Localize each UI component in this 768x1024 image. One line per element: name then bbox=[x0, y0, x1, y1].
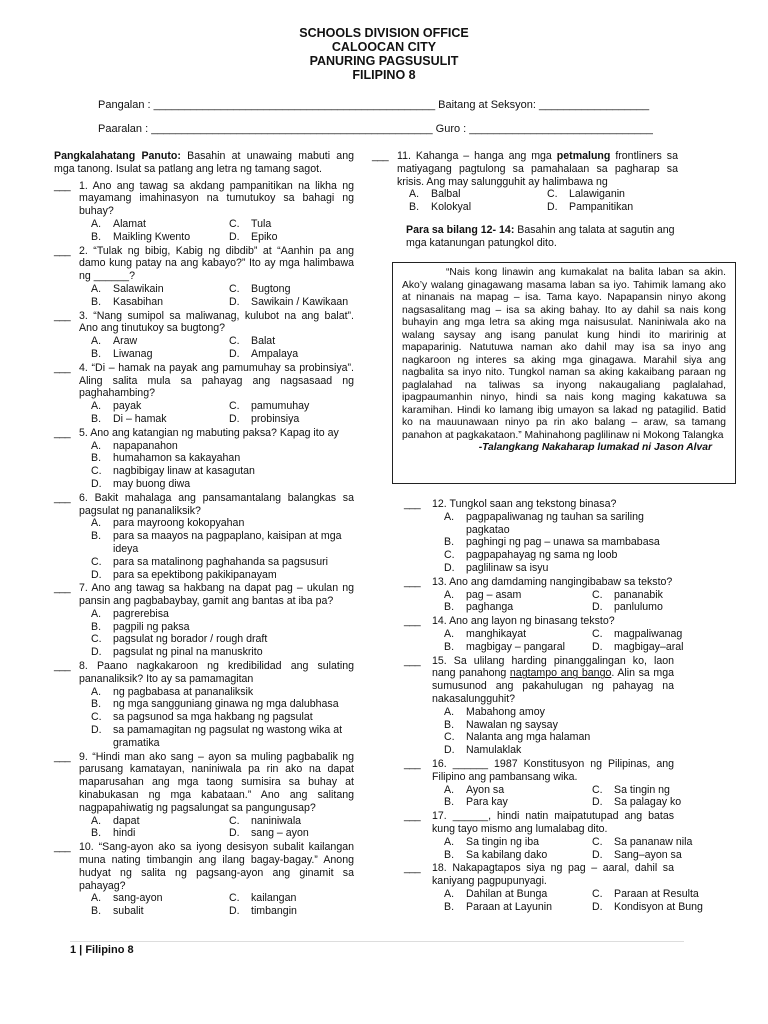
choice-c: C. Balat bbox=[229, 335, 276, 348]
choice-c: C. sa pagsunod sa mga hakbang ng pagsulat bbox=[91, 711, 313, 724]
school-teacher-row: Paaralan : ______________________________________________ Guro : ______________________________ bbox=[98, 123, 653, 135]
choice-c: C. naniniwala bbox=[229, 814, 302, 827]
choices bbox=[79, 218, 354, 244]
header-exam-title: PANURING PAGSUSULIT bbox=[309, 54, 459, 68]
choice-a: A. Sa tingin ng iba bbox=[444, 835, 540, 848]
choices bbox=[432, 511, 674, 575]
question-8 bbox=[54, 660, 354, 750]
question-number: 1. bbox=[79, 179, 88, 192]
question-14 bbox=[404, 615, 684, 653]
question-text: “Di – hamak na payak ang pamumuhay sa probinsiya”. Aling salita mula sa pahayag ang nagsasaad ng paghahambing? bbox=[79, 361, 354, 400]
choice-d: D. magbigay–aral bbox=[592, 640, 684, 653]
choice-c: C. Sa pananaw nila bbox=[592, 835, 693, 848]
choice-d: D. timbangin bbox=[229, 905, 297, 918]
answer-blank[interactable]: ___ bbox=[54, 309, 71, 322]
choice-b: B. humahamon sa kakayahan bbox=[91, 452, 241, 465]
answer-blank[interactable]: ___ bbox=[54, 750, 71, 763]
choices bbox=[432, 627, 684, 654]
choice-c: C. magpaliwanag bbox=[592, 627, 683, 640]
answer-blank[interactable]: ___ bbox=[372, 150, 389, 162]
choice-c: C. Tula bbox=[229, 217, 272, 230]
choices bbox=[79, 335, 354, 361]
choices bbox=[79, 440, 354, 491]
choice-c: C. pagpapahayag ng sama ng loob bbox=[444, 549, 618, 562]
question-4 bbox=[54, 362, 354, 426]
choice-c: C. pagsulat ng borador / rough draft bbox=[91, 633, 268, 646]
choice-a: A. dapat bbox=[91, 814, 140, 827]
choice-d: D. Sawikain / Kawikaan bbox=[229, 295, 349, 308]
choice-d: D. Pampanitikan bbox=[547, 201, 634, 214]
header-office: SCHOOLS DIVISION OFFICE bbox=[299, 26, 469, 40]
header-city: CALOOCAN CITY bbox=[331, 40, 437, 54]
question-5 bbox=[54, 427, 354, 491]
choices bbox=[432, 887, 703, 914]
choice-b: B. Liwanag bbox=[91, 347, 153, 360]
choice-a: A. manghikayat bbox=[444, 627, 527, 640]
instructions-text: Basahin at unawaing mabuti ang mga tanong. Isulat sa patlang ang letra ng tamang sagot. bbox=[54, 150, 354, 175]
question-text: “Sang-ayon ako sa iyong desisyon subalit kailangan muna nating timbangin ang ilang bagay-bagay.” Anong hudyat ng salita ng pagsang-ayon ang ginamit sa pahayag? bbox=[79, 841, 354, 892]
choice-a: A. para mayroong kokopyahan bbox=[91, 517, 245, 530]
question-13 bbox=[404, 576, 674, 614]
choice-c: C. pamumuhay bbox=[229, 400, 310, 413]
choice-a: A. pag – asam bbox=[444, 588, 522, 601]
choices bbox=[79, 517, 354, 581]
choice-c: C. para sa matalinong paghahanda sa pagsusuri bbox=[91, 555, 328, 568]
question-number: 6. bbox=[79, 491, 88, 504]
choice-d: D. panlulumo bbox=[592, 601, 663, 614]
document-header bbox=[0, 26, 768, 82]
question-number: 11. bbox=[397, 150, 411, 162]
question-text: Bakit mahalaga ang pansamantalang balangkas sa pagsulat ng pananaliksik? bbox=[79, 491, 354, 517]
answer-blank[interactable]: ___ bbox=[54, 244, 71, 257]
question-9 bbox=[54, 751, 354, 841]
choice-d: D. para sa epektibong pakikipanayam bbox=[91, 568, 277, 581]
choice-a: A. Alamat bbox=[91, 217, 146, 230]
question-text: “Hindi man ako sang – ayon sa muling pagbabalik ng parusang kamatayan, naniniwala pa rin ako na dapat maparusahan ang mga taong sumisira sa buhay at kinabukasan ng mga kabataan.” Ano ang salitang nagpapahiwatig ng pagsalungat sa pangungusap? bbox=[79, 750, 354, 814]
choice-a: A. Mabahong amoy bbox=[444, 705, 545, 718]
answer-blank[interactable]: ___ bbox=[54, 361, 71, 374]
choice-d: D. sa pamamagitan ng pagsulat ng wastong wika at gramatika bbox=[91, 724, 343, 749]
question-number: 14. bbox=[432, 615, 447, 628]
choice-d: D. sang – ayon bbox=[229, 827, 309, 840]
right-column-questions bbox=[404, 498, 703, 915]
question-3 bbox=[54, 310, 354, 361]
choice-c: C. Paraan at Resulta bbox=[592, 887, 699, 900]
footer-separator: | bbox=[76, 944, 86, 956]
passage-author: -Talangkang Nakaharap lumakad ni Jason Alvar bbox=[478, 442, 712, 453]
answer-blank[interactable]: ___ bbox=[404, 615, 421, 628]
choice-b: B. Di – hamak bbox=[91, 412, 167, 425]
footer-subject: Filipino 8 bbox=[85, 944, 134, 956]
question-2 bbox=[54, 245, 354, 309]
choice-c: C. kailangan bbox=[229, 892, 297, 905]
choices bbox=[79, 815, 354, 841]
choice-d: D. Sa palagay ko bbox=[592, 796, 682, 809]
choice-b: B. Paraan at Layunin bbox=[444, 900, 552, 913]
question-10 bbox=[54, 841, 354, 918]
question-text: Ano ang damdaming nangingibabaw sa teksto? bbox=[449, 575, 673, 588]
choice-d: D. pagsulat ng pinal na manuskrito bbox=[91, 646, 263, 659]
question-18 bbox=[404, 862, 703, 913]
choices bbox=[432, 835, 693, 862]
choice-b: B. Sa kabilang dako bbox=[444, 848, 548, 861]
reading-passage bbox=[392, 262, 736, 484]
choice-d: D. Ampalaya bbox=[229, 347, 299, 360]
answer-blank[interactable]: ___ bbox=[54, 660, 71, 673]
page-footer bbox=[70, 941, 684, 956]
question-number: 8. bbox=[79, 660, 88, 673]
question-text: Paano nagkakaroon ng kredibilidad ang sulating pananaliksik? Ito ay sa pamamagitan bbox=[79, 660, 354, 685]
question-number: 3. bbox=[79, 309, 88, 322]
question-number: 16. bbox=[432, 757, 447, 770]
choice-a: A. sang-ayon bbox=[91, 892, 163, 905]
choice-c: C. Bugtong bbox=[229, 282, 291, 295]
highlighted-word: petmalung bbox=[556, 150, 611, 162]
question-number: 10. bbox=[79, 841, 94, 854]
choice-d: D. probinsiya bbox=[229, 412, 300, 425]
choice-b: B. magbigay – pangaral bbox=[444, 640, 565, 653]
question-number: 5. bbox=[79, 426, 88, 439]
choice-d: D. Kondisyon at Bung bbox=[592, 900, 703, 913]
answer-blank[interactable]: ___ bbox=[54, 841, 71, 854]
question-6 bbox=[54, 492, 354, 582]
choice-b: B. paghingi ng pag – unawa sa mambabasa bbox=[444, 536, 660, 549]
choice-b: B. para sa maayos na pagpaplano, kaisipan at mga ideya bbox=[91, 530, 342, 555]
choices bbox=[432, 783, 682, 810]
choice-d: D. Sang–ayon sa bbox=[592, 848, 682, 861]
choices bbox=[432, 706, 674, 757]
passage-instructions: Para sa bilang 12- 14: Basahin ang talata at sagutin ang mga katanungan patungkol dito. bbox=[406, 223, 675, 249]
answer-blank[interactable]: ___ bbox=[404, 862, 421, 875]
passage-instructions-label: Para sa bilang 12- 14: bbox=[406, 223, 515, 236]
choice-a: A. Balbal bbox=[409, 188, 461, 201]
question-1 bbox=[54, 180, 354, 244]
choice-a: A. pagpapaliwanag ng tauhan sa sariling pagkatao bbox=[444, 510, 644, 536]
choice-b: B. Maikling Kwento bbox=[91, 230, 191, 243]
choice-a: A. Salawikain bbox=[91, 282, 164, 295]
general-instructions bbox=[54, 150, 354, 176]
page-number: 1 bbox=[70, 944, 77, 956]
choice-d: D. Epiko bbox=[229, 230, 278, 243]
choice-a: A. ng pagbabasa at pananaliksik bbox=[91, 685, 254, 698]
question-text: Ano ang layon ng binasang teksto? bbox=[449, 615, 615, 628]
underlined-phrase: nagtampo ang bango bbox=[509, 667, 612, 680]
question-number: 13. bbox=[432, 575, 447, 588]
header-subject: FILIPINO 8 bbox=[352, 68, 416, 82]
name-section-row: Pangalan : ______________________________________________ Baitang at Seksyon: __________________ bbox=[98, 99, 650, 111]
choice-a: A. pagrerebisa bbox=[91, 607, 169, 620]
answer-blank[interactable]: ___ bbox=[404, 810, 421, 823]
question-number: 2. bbox=[79, 244, 88, 257]
choice-d: D. Namulaklak bbox=[444, 744, 522, 757]
question-7 bbox=[54, 582, 354, 659]
choice-b: B. subalit bbox=[91, 905, 144, 918]
question-text: “Nang sumipol sa maliwanag, kulubot na ang balat”. Ano ang tinutukoy sa bugtong? bbox=[79, 309, 354, 335]
question-12 bbox=[404, 498, 674, 575]
question-text: Tungkol saan ang tekstong binasa? bbox=[449, 498, 617, 510]
choices bbox=[79, 608, 354, 659]
choices bbox=[432, 589, 674, 615]
choice-a: A. Dahilan at Bunga bbox=[444, 887, 548, 900]
question-11: ___ 11. Kahanga – hanga ang mga petmalung frontliners sa matiyagang pagtulong sa pamahalaan sa pagharap sa krisis. Ang may salungguhit ay halimbawa ng A. Balbal C. Lalawiganin B. Kolokyal D. Pampanitikan bbox=[372, 150, 678, 214]
choice-a: A. napapanahon bbox=[91, 439, 178, 452]
choice-b: B. hindi bbox=[91, 827, 136, 840]
choice-b: B. paghanga bbox=[444, 601, 514, 614]
choice-b: B. Kolokyal bbox=[409, 201, 472, 214]
left-column bbox=[54, 150, 354, 919]
answer-blank[interactable]: ___ bbox=[404, 575, 421, 588]
question-number: 7. bbox=[79, 582, 88, 595]
choice-c: C. Sa tingin ng bbox=[592, 783, 670, 796]
answer-blank[interactable]: ___ bbox=[404, 654, 421, 667]
question-number: 9. bbox=[79, 750, 88, 763]
choices bbox=[79, 400, 354, 426]
passage-text: “Nais kong linawin ang kumakalat na balita laban sa akin. Ako’y walang ginagawang masama laban sa iyo. Tahimik lamang ako at ninanais na mapag – isa. Tama kayo. Napapansin ninyo akong nagsasalitang mag – isa sa aking bahay. Ito ay dahil sa nais kong buhayin ang mga letra sa aking mga naisusulat. Naniniwala ako na walang saysay ang isang panulat kung hindi ito maririnig at mapaparinig. Natutuwa naman ako dahil may isa sa inyo ang nagkaroon ng interes sa aking mga ginagawa. Marahil siya ang nagbalita sa inyo nito. Tungkol naman sa aking kakaibang paraan ng paglalahad na taliwas sa inyong nakaugaliang paglalahad, ipagpaumanhin ninyo, hindi sa nais kong maging kakatuwa sa karamihan. Hindi ko lamang ibig umayon sa lakad ng patagilid. Batid ko na mauunawaan ninyo pa rin ako balang – araw, sa tamang panahon at pagkakataon.” Mahinahong paglilinaw ni Mokong Talangka bbox=[402, 267, 726, 441]
answer-blank[interactable]: ___ bbox=[54, 179, 71, 192]
question-number: 15. bbox=[432, 654, 447, 667]
choice-c: C. Nalanta ang mga halaman bbox=[444, 731, 591, 744]
choice-a: A. Araw bbox=[91, 335, 138, 348]
choice-c: C. pananabik bbox=[592, 588, 663, 601]
question-text: Ano ang tawag sa hakbang na dapat pag – ukulan ng pansin ang pagbabaybay, gamit ang bantas at iba pa? bbox=[79, 582, 354, 608]
right-column bbox=[372, 150, 678, 256]
choice-c: C. Lalawiganin bbox=[547, 188, 625, 201]
choices bbox=[79, 686, 354, 750]
choice-b: B. Nawalan ng saysay bbox=[444, 718, 558, 731]
question-number: 4. bbox=[79, 361, 88, 374]
answer-blank[interactable]: ___ bbox=[54, 582, 71, 595]
question-number: 12. bbox=[432, 498, 447, 510]
question-text: Ano ang katangian ng mabuting paksa? Kapag ito ay bbox=[90, 426, 339, 439]
choice-d: D. may buong diwa bbox=[91, 477, 191, 490]
choice-c: C. nagbibigay linaw at kasagutan bbox=[91, 465, 255, 478]
choice-b: B. Kasabihan bbox=[91, 295, 164, 308]
answer-blank[interactable]: ___ bbox=[404, 757, 421, 770]
choices bbox=[79, 892, 354, 918]
choices bbox=[79, 283, 354, 309]
choice-b: B. Para kay bbox=[444, 796, 508, 809]
question-16 bbox=[404, 757, 682, 809]
question-text: Ano ang tawag sa akdang pampanitikan na likha ng mayamang imahinasyon na tumutukoy sa bahagi ng buhay? bbox=[79, 179, 355, 218]
choice-d: D. paglilinaw sa isyu bbox=[444, 561, 549, 574]
question-17 bbox=[404, 810, 693, 861]
instructions-label: Pangkalahatang Panuto: bbox=[54, 150, 181, 162]
question-15: ___ 15. Sa ulilang harding pinanggalingan ko, laon nang panahong nagtampo ang bango. Alin sa mga sumusunod ang pakahulugan ng pahayag na nakasalungguhit? A. Mabahong amoy B. Nawalan ng saysay C. Nalanta ang mga halaman D. Namulaklak bbox=[404, 654, 675, 757]
answer-blank[interactable]: ___ bbox=[54, 491, 71, 504]
question-text: Nakapagtapos siya ng pag – aaral, dahil sa kaniyang pagpupunyagi. bbox=[432, 862, 674, 888]
question-text: ______, hindi natin maipatutupad ang batas kung tayo mismo ang lumalabag dito. bbox=[432, 810, 675, 835]
choices bbox=[397, 188, 678, 214]
answer-blank[interactable]: ___ bbox=[54, 426, 71, 439]
choice-a: A. payak bbox=[91, 400, 142, 413]
question-number: 18. bbox=[432, 862, 447, 875]
choice-b: B. pagpili ng paksa bbox=[91, 620, 190, 633]
question-number: 17. bbox=[432, 810, 447, 823]
choice-a: A. Ayon sa bbox=[444, 783, 505, 796]
answer-blank[interactable]: ___ bbox=[404, 498, 421, 510]
question-text: ______ 1987 Konstitusyon ng Pilipinas, ang Filipino ang pambansang wika. bbox=[432, 757, 674, 783]
question-text: “Tulak ng bibig, Kabig ng dibdib” at “Aanhin pa ang damo kung patay na ang kabayo?” Ito ay mga halimbawa ng ______? bbox=[79, 244, 354, 283]
choice-b: B. ng mga sangguniang ginawa ng mga dalubhasa bbox=[91, 698, 339, 711]
